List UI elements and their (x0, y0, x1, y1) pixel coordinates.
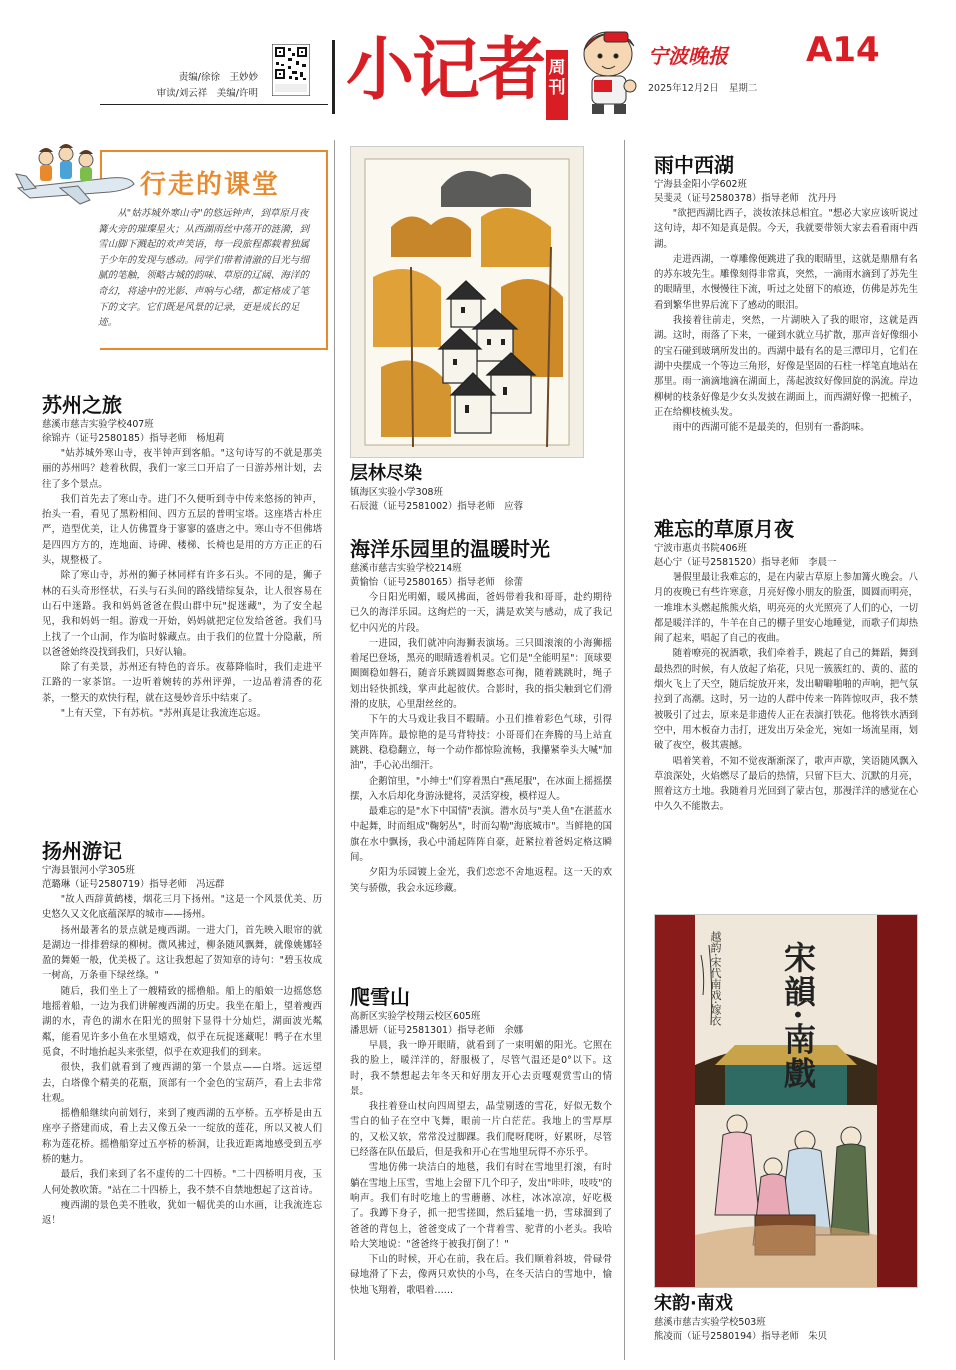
artwork-title: 层林尽染 (350, 463, 422, 484)
paragraph: "欲把西湖比西子，淡妆浓抹总相宜。"想必大家应该听说过这句诗，却不知是真是假。今天，我就要带领大家去看看雨中西湖。 (654, 208, 918, 250)
paragraph: "姑苏城外寒山寺，夜半钟声到客船。"这句诗写的不就是那美丽的苏州吗？趁着秋假，我们一家三口开启了一日游苏州计划，去往了多个景点。 (42, 448, 322, 490)
paragraph: 今日阳光明媚，暖风拂面，爸妈带着我和哥哥，赴约期待已久的海洋乐园。这绚烂的一天，满是欢笑与感动，成了我记忆中闪光的片段。 (350, 592, 612, 634)
paragraph: 扬州最著名的景点就是瘦西湖。一进大门，首先映入眼帘的就是湖边一排排碧绿的柳树。微风拂过，柳条随风飘舞，就像姚娜轻盈的舞姬一般，优美极了。这让我想起了贺知章的诗句："碧玉妆成一树高，万条垂下绿丝绦。" (42, 924, 322, 982)
intro-paragraph: 从"姑苏城外寒山寺"的悠远钟声，到草原月夜篝火旁的璀璨星火；从西湖雨丝中荡开的涟漪，到雪山脚下溅起的欢声笑语，每一段旅程都载着独属于少年的发现与感动。同学们带着清澈的目光与细腻的笔触，领略古城的韵味、草原的辽阔、海洋的奇幻，将途中的光影、声响与心绪，都定格成了笔下的文字。它们既是风景的记录，更是成长的足迹。 (98, 208, 310, 329)
paragraph: 唱着笑着，不知不觉夜渐渐深了，歌声声歇，笑语随风飘入草浪深处，火焰燃尽了最后的热情，只留下巨大、沉默的月亮，照着这方土地。我随着月光回到了蒙古包，那漫洋洋的感觉在心中久久不能散去。 (654, 755, 918, 813)
article-author: 徐锦卉（证号2580185）指导老师 杨旭莉 (42, 433, 225, 444)
header-rule (100, 104, 328, 105)
paragraph: 随后，我们坐上了一艘精致的摇橹船。船上的船娘一边摇悠悠地摇着船，一边为我们讲解瘦西湖的历史。我坐在船上，望着瘦西湖的水，青色的湖水在阳光的照射下显得十分灿烂，湖面波光粼粼，能看见许多小鱼在水里嬉戏，似乎在玩捉迷藏呢！鸭子在水里觅食，不时地抬起头来张望，似乎在欢迎我们的到来。 (42, 985, 322, 1058)
article-school: 高新区实验学校翔云校区605班 (350, 1011, 481, 1022)
article-author: 吴斐灵（证号2580378）指导老师 沈丹丹 (654, 193, 837, 204)
brand-title: 小记者 (346, 30, 545, 110)
paragraph: 暑假里最让我难忘的，是在内蒙古草原上参加篝火晚会。八月的夜晚已有些许寒意，月亮好像小朋友的脸蛋，圆圆而明亮，一堆堆木头燃起熊熊火焰，明亮亮的火光照亮了人们的心，一切都是暖洋洋的，牛羊在自己的棚子里安心地睡觉，而歌子们却热闹了起来，唱起了自己的夜曲。 (654, 572, 918, 645)
paragraph: "上有天堂，下有苏杭。"苏州真是让我流连忘返。 (60, 708, 267, 720)
caption-songyun (654, 1292, 918, 1344)
article-yangzhou (42, 838, 322, 1229)
paragraph: 摇橹船继续向前划行，来到了瘦西湖的五亭桥。五亭桥是由五座亭子搭建而成，看上去又像五朵一一绽放的莲花，所以又被人们称为莲花桥。摇橹船穿过五亭桥的桥洞，让我近距离地感受到五亭桥的魅力。 (42, 1108, 322, 1166)
painting-autumn-forest (350, 146, 584, 458)
article-xihu (654, 152, 918, 435)
article-school: 宁海县银河小学305班 (42, 865, 135, 876)
caption-cenglin (350, 462, 612, 514)
artwork-title: 宋韵·南戏 (654, 1293, 733, 1314)
editor-credits (118, 70, 258, 102)
newspaper-name: 宁波晚报 (648, 44, 728, 68)
paragraph: 我拄着登山杖向四周望去，晶莹剔透的雪花，好似无数个雪白的仙子在空中飞舞，眼前一片白茫茫。我地上的雪厚厚的，又松又软，常常没过脚踝。我们爬呀爬呀，好累呀，尽管已经落在队伍最后，但是我和开心在雪地里玩得不亦乐乎。 (350, 1101, 612, 1159)
article-title: 难忘的草原月夜 (654, 517, 794, 541)
artwork-school: 镇海区实验小学308班 (350, 487, 443, 498)
kids-on-plane-icon (10, 138, 140, 208)
editors-line-1: 责编/徐徐 王妙妙 (178, 72, 258, 83)
article-title: 苏州之旅 (42, 393, 122, 417)
paragraph: 除了寒山寺，苏州的狮子林同样有许多石头。不同的是，狮子林的石头奇形怪状，石头与石头间的路线错综复杂，让人很容易在山石中迷路。我和妈妈爸爸在假山群中玩"捉迷藏"，为了安全起见，我和妈妈一组。游戏一开始，妈妈就把定位发给爸爸。我们马上找了一个山洞，作为临时躲藏点。由于我们的位置十分隐蔽，所以爸爸始终没找到我们，只好认输。 (42, 570, 322, 658)
article-author: 黄愉怡（证号2580165）指导老师 徐蕾 (350, 577, 524, 588)
page-number: A14 (806, 30, 880, 70)
article-school: 宁海县金阳小学602班 (654, 179, 747, 190)
artwork-author: 熊凌而（证号2580194）指导老师 朱贝 (654, 1331, 828, 1342)
paragraph: 瘦西湖的景色美不胜收，犹如一幅优美的山水画，让我流连忘返！ (42, 1199, 322, 1227)
paragraph: 很快，我们就看到了瘦西湖的第一个景点——白塔。远远望去，白塔像个精美的花瓶，顶部有一个金色的宝葫芦，看上去非常壮观。 (42, 1062, 322, 1104)
article-title: 爬雪山 (350, 985, 410, 1009)
paragraph: 除了有美景，苏州还有特色的音乐。夜幕降临时，我们走进平江路的一家茶馆。一边听着婉转的苏州评弹，一边品着清香的花茶，一整天的欢快行程，就在这曼妙音乐中结束了。 (42, 662, 322, 704)
paragraph: 雨中的西湖可能不是最美的，但别有一番韵味。 (672, 422, 870, 434)
paragraph: 随着嘹亮的祝酒歌，我们牵着手，跳起了自己的舞蹈，舞到最热烈的时候，有人放起了焰花，只见一簇簇红的、黄的、蓝的烟火飞上了天空，随后绽放开来，发出噼噼啪啪的声响，把气氛拉到了高潮。这时，另一边的人群中传来一阵阵惊叹声，我不禁被吸引了过去，原来是非遗传人正在表演打铁花。他将铁水洒到空中，用木板奋力击打，迸发出万朵金光，宛如一场流星雨，划破了夜空，极其震撼。 (654, 648, 918, 752)
date-text: 2025年12月2日 (648, 83, 719, 94)
paragraph: "故人西辞黄鹤楼，烟花三月下扬州。"这是一个风景优美、历史悠久又文化底蕴深厚的城市——扬州。 (42, 894, 322, 921)
article-school: 宁波市惠贞书院406班 (654, 543, 747, 554)
paragraph: 走进西湖，一尊雕像便跳进了我的眼睛里，这就是鼎鼎有名的苏东坡先生。雕像刻得非常真，突然，一滴雨水滴到了苏先生的眼睛里，水慢慢往下流，听过之处留下的痕迹，仿佛是苏先生看到繁华世界后流下了感动的眼泪。 (654, 253, 918, 311)
reporter-mascot-icon (570, 24, 644, 116)
article-suzhou (42, 392, 322, 721)
article-title: 海洋乐园里的温暖时光 (350, 537, 550, 561)
article-title: 扬州游记 (42, 839, 122, 863)
article-author: 潘思妍（证号2581301）指导老师 余娜 (350, 1025, 524, 1036)
article-title: 雨中西湖 (654, 153, 734, 177)
painting-song-opera (654, 914, 918, 1288)
paragraph: 最难忘的是"水下中国情"表演。潜水员与"美人鱼"在湛蓝水中起舞，时而组成"鞠躬丛"，时而勾勒"海底城市"。当鲜艳的国旗在水中飘扬，我心中涌起阵阵自豪，赶紧拉着爸妈定格这瞬间。 (350, 806, 612, 864)
artwork-author: 石辰滋（证号2581002）指导老师 应蓉 (350, 501, 524, 512)
paragraph: 我们首先去了寒山寺。进门不久便听到寺中传来悠扬的钟声，抬头一看，看见了黑粉相间、四方五层的普明宝塔。这座塔古朴庄严，造型优美，让人仿佛置身于寥寥的盛唐之中。寒山寺不但佛塔是四四方方的，连地面、诗碑、楼梯、长椅也是用的方方正正的石头，规整极了。 (42, 493, 322, 567)
artwork-school: 慈溪市慈吉实验学校503班 (654, 1317, 766, 1328)
paragraph: 一进园，我们就冲向海狮表演场。三只圆滚滚的小海狮摇着尾巴登场，黑亮的眼睛透着机灵。它们是"全能明星"：顶球要圈圈稳如磐石，随音乐跳圆圆舞憨态可掬，随着跳跳时，绳子划出轻快抓线，掌声此起彼伏。合影时，我的指尖触到它们滑滑的皮肤，心里甜丝丝的。 (350, 637, 612, 711)
article-school: 慈溪市慈吉实验学校407班 (42, 419, 154, 430)
artwork-calligraphy-title: 宋韻·南戲 (779, 941, 817, 1091)
paragraph: 早晨，我一睁开眼睛，就看到了一束明媚的阳光。它照在我的脸上，暖洋洋的，舒服极了，尽管气温还是0°以下。这时，我不禁想起去年冬天和好朋友开心去贡嘎观赏雪山的情景。 (350, 1040, 612, 1097)
editors-line-2: 审读/刘云祥 美编/许明 (156, 88, 258, 99)
article-paxueshan (350, 984, 612, 1298)
paragraph: 我接着往前走，突然，一片湖映入了我的眼帘，这就是西湖。这时，雨落了下来，一碰到水就立马扩散，那声音好像细小的宝石碰到玻璃所发出的。西湖中最有名的是三潭印月，它们在湖中央摆成一个等边三角形，好像是坚固的石柱一样笔直地站在那里。雨一滴滴地滴在湖面上，荡起波纹好像回旋的涡流。岸边柳树的枝条好像是少女头发披在湖面上，而西湖好像一把梳子，正在给柳枝梳头发。 (654, 315, 918, 418)
article-school: 慈溪市慈吉实验学校214班 (350, 563, 462, 574)
article-author: 范璐琳（证号2580719）指导老师 冯远群 (42, 879, 225, 890)
qr-code-icon (272, 44, 310, 96)
column-divider (334, 140, 335, 1360)
column-divider (624, 140, 625, 1360)
paragraph: 下山的时候，开心在前，我在后。我们顺着斜坡，骨碌骨碌地滑了下去，像两只欢快的小鸟，在冬天洁白的雪地中，愉快地飞翔着，歌唱着…… (350, 1254, 612, 1296)
brand-subtitle: 周刊 (546, 50, 568, 120)
section-title: 行走的课堂 (140, 170, 281, 200)
artwork-side-inscription: 越韵·宋代南戏·嫁衣 (709, 931, 722, 1026)
paragraph: 雪地仿佛一块洁白的地毯，我们有时在雪地里打滚，有时躺在雪地上压雪，雪地上会留下几个印子，发出"咔咔，吱吱"的响声。我们有时吃地上的雪蘑蘑、冰柱，冰冰凉凉，好吃极了。我蹲下身子，抓一把雪搓圆，然后猛地一扔，雪球溜到了爸爸的背包上，爸爸变成了一个背着雪、驼背的小老头。我哈哈大笑地说："爸爸终于被我打倒了！" (350, 1162, 612, 1250)
article-caoyuan (654, 516, 918, 815)
header-divider (332, 40, 335, 114)
paragraph: 夕阳为乐园镀上金光，我们恋恋不舍地返程。这一天的欢笑与骄傲，我会永远珍藏。 (350, 867, 612, 894)
paragraph: 企鹅馆里，"小绅士"们穿着黑白"燕尾服"，在冰面上摇摇摆摆，入水后却化身游泳健将，灵活穿梭，模样逗人。 (350, 775, 612, 802)
weekday-text: 星期二 (728, 83, 758, 94)
issue-date (648, 80, 767, 94)
article-haiyang (350, 536, 612, 896)
paragraph: 下午的大马戏让我目不暇睛。小丑们推着彩色气球，引得笑声阵阵。最惊艳的是马背特技：小哥哥们在奔腾的马上站直跳跳、稳稳翻立，每一个动作都惊险流畅，我攥紧拳头大喊"加油"，手心沁出细汗。 (350, 714, 612, 772)
paragraph: 最后，我们来到了名不虚传的二十四桥。"二十四桥明月夜，玉人何处教吹箫。"站在二十四桥上，我不禁不自禁地想起了这首诗。 (42, 1169, 322, 1196)
article-author: 赵心宁（证号2581520）指导老师 李晨一 (654, 557, 837, 568)
